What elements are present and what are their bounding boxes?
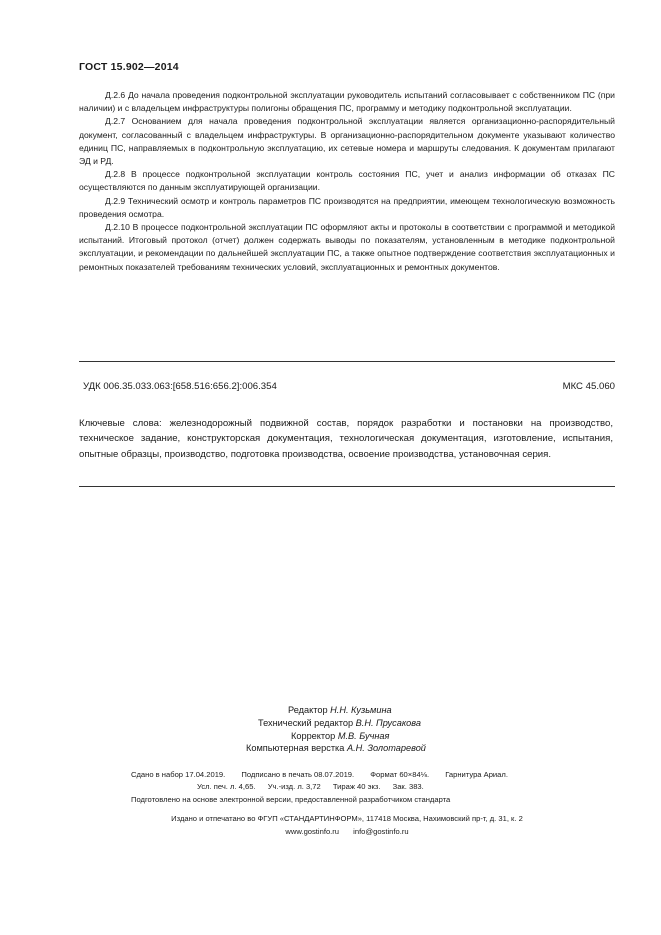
publisher-email-link[interactable]: info@gostinfo.ru [353,827,409,836]
imprint-pub-sheets: Уч.-изд. л. 3,72 [267,782,321,792]
paragraph-d-2-8: Д.2.8 В процессе подконтрольной эксплуатации контроль состояния ПС, учет и анализ информации об отказах ПС осуществляются по данным эксплуатирующей организации. [79,169,615,193]
imprint-prepared: Подготовлено на основе электронной версии, предоставленной разработчиком стандарта [131,794,451,804]
imprint-circulation: Тираж 40 экз. [332,782,381,792]
keywords-text: железнодорожный подвижной состав, порядок разработки и постановки на производство, техническое задание, конструкторская документация, технологическая документация, изготовление, испытания, опытные образцы, производство, подготовка производства, освоение производства, установочная серия. [79,418,613,460]
imprint-typeface: Гарнитура Ариал. [445,770,508,779]
standard-header: ГОСТ 15.902—2014 [79,61,179,73]
keywords-label: Ключевые слова: [79,418,162,429]
credit-layout [200,742,500,755]
udk-code: УДК 006.35.033.063:[658.516:656.2]:006.354 [83,381,277,392]
paragraph-d-2-10: Д.2.10 В процессе подконтрольной эксплуатации ПС оформляют акты и протоколы в соответствии с программой и методикой испытаний. Итоговый протокол (отчет) должен содержать выводы по показателям, установленным в методике подконтрольной эксплуатации, и рекомендации по дальнейшей эксплуатации ПС, а также опытное подтверждение соответствия эксплуатационных и ремонтных показателей требованиям технических условий, эксплуатационных и ремонтных документов. [79,222,615,272]
imprint-line-2 [79,781,615,793]
publisher-contacts [79,825,615,838]
imprint-submitted: Сдано в набор 17.04.2019. [131,770,226,779]
appendix-body [79,89,615,274]
credit-tech-editor [200,717,500,730]
print-imprint [79,769,615,806]
credit-name: А.Н. Золотаревой [346,743,426,754]
mks-code: МКС 45.060 [562,381,615,392]
credit-role: Редактор [288,705,328,715]
imprint-format: Формат 60×84⅛. [370,770,430,779]
imprint-signed: Подписано в печать 08.07.2019. [241,770,355,779]
publisher-info [79,812,615,838]
credit-editor [200,704,500,717]
top-divider [79,361,615,362]
imprint-order: Зак. 383. [392,782,424,792]
credit-name: Н.Н. Кузьмина [330,705,392,715]
publisher-website-link[interactable]: www.gostinfo.ru [285,827,340,836]
bottom-divider [79,486,615,487]
credit-name: М.В. Бучная [337,730,390,741]
paragraph-d-2-7: Д.2.7 Основанием для начала проведения подконтрольной эксплуатации является организационно-распорядительный документ, согласованный с владельцем инфраструктуры. В организационно-распорядительном документе указывают количество единиц ПС, направляемых в подконтрольную эксплуатацию, их сетевые номера и маршруты следования. К документам прилагают ЭД и РД. [79,116,615,167]
credit-role: Корректор [291,730,336,741]
paragraph-d-2-9: Д.2.9 Технический осмотр и контроль параметров ПС производятся на предприятии, имеющем технологическую возможность проведения осмотра. [79,195,615,219]
credit-corrector [200,730,500,743]
credit-role: Компьютерная верстка [246,743,345,754]
publisher-line: Издано и отпечатано во ФГУП «СТАНДАРТИНФОРМ», 117418 Москва, Нахимовский пр-т, д. 31, к. 2 [171,814,523,823]
credit-role: Технический редактор [258,717,354,728]
imprint-print-sheets: Усл. печ. л. 4,65. [197,782,256,792]
editorial-credits [200,704,500,755]
credit-name: В.Н. Прусакова [355,717,421,728]
imprint-line-1 [79,769,615,781]
keywords-block [79,416,613,462]
paragraph-d-2-6: Д.2.6 До начала проведения подконтрольной эксплуатации руководитель испытаний согласовывает с собственником ПС (при наличии) и с владельцем инфраструктуры полигоны обращения ПС, программу и методику подконтрольной эксплуатации. [79,90,615,114]
